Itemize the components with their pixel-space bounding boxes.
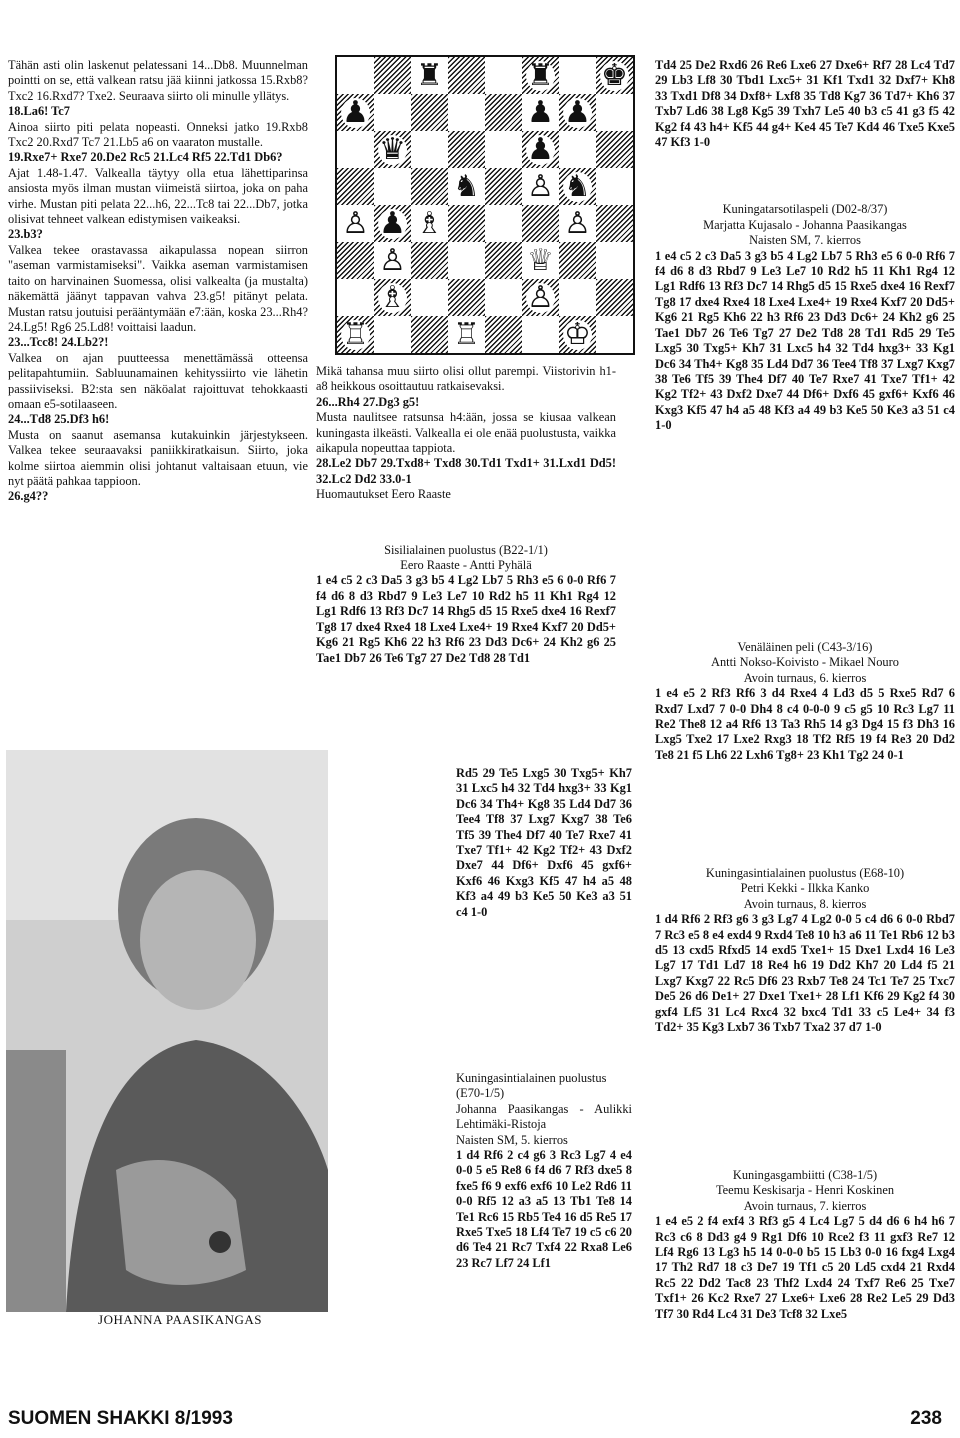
- chess-piece-icon: ♙: [527, 279, 554, 315]
- board-square: [374, 131, 411, 168]
- chess-piece-icon: ♟: [564, 94, 591, 130]
- board-square: [337, 316, 374, 353]
- game-players: Johanna Paasikangas - Aulikki Lehtimäki-Ristoja: [456, 1101, 632, 1132]
- board-square: [485, 131, 522, 168]
- game-opening: Venäläinen peli (C43-3/16): [737, 640, 873, 654]
- chess-diagram: [335, 55, 635, 355]
- move-line: 18.La6! Tc7: [8, 104, 70, 119]
- game-event: Avoin turnaus, 8. kierros: [743, 896, 867, 911]
- comment-paragraph: Tähän asti olin laskenut pelatessani 14...Db8. Muunnelman pointti on se, että valkean ratsu jää kiinni jatkossa 15.Rxb8? Txc2 16.Rxd7? Txe2. Seuraava siirto oli minulle yllätys.: [8, 58, 308, 103]
- board-square: [485, 279, 522, 316]
- board-square: [485, 94, 522, 131]
- game-event: Naisten SM, 5. kierros: [456, 1132, 568, 1147]
- board-square: [337, 205, 374, 242]
- chess-piece-icon: ♟: [342, 94, 369, 130]
- game-event: Naisten SM, 7. kierros: [749, 233, 861, 248]
- board-square: [448, 316, 485, 353]
- comment-paragraph: Musta on saanut asemansa kutakuinkin järjestykseen. Valkea tekee seuraavaksi paniikkiratkaisun. Siirto, joka kolme siirtoa aiemmin olisi johtanut valtaisaan etuun, vie nyt päätä pahkaa tappioon.: [8, 427, 308, 488]
- board-square: [411, 168, 448, 205]
- game-moves: 1 e4 e5 2 f4 exf4 3 Rf3 g5 4 Lc4 Lg7 5 d4 d6 6 h4 h6 7 Rc3 c6 8 Dd3 g4 9 Rg1 Df6 10 Rce2 f3 11 gxf3 Re7 12 Lf4 Rg6 13 Lg3 h5 14 0-0-0 b5 15 Lb3 0-0 16 fxg4 Lxg4 17 Th2 Rd7 18 c3 De7 19 Tf1 c5 20 Ld5 cxd4 21 Rxd4 Rc5 22 Dd2 Tac8 23 Thf2 Lxd4 24 Txf7 Re6 25 Txe7 Txf1+ 26 Kc2 Rxe7 27 Lxe6+ Lxe6 28 Re2 Le5 29 Dd3 Tf7 30 Rd4 Lc4 31 De3 Tcf8 32 Lxe5: [655, 1214, 955, 1321]
- board-square: [411, 279, 448, 316]
- board-square: [559, 279, 596, 316]
- comment-paragraph: Ajat 1.48-1.47. Valkealla täytyy olla etua lähettiparinsa ansiosta myös ilman mustan viimeistä siirtoa, joka on paha virhe. Mustan piti pelata 22...h6, 22...Tc8 tai 22...Db7, jotka olisivat tehneet valkean edistymisen vaikeaksi.: [8, 165, 308, 227]
- page-number: 238: [910, 1408, 942, 1429]
- game-players: Marjatta Kujasalo - Johanna Paasikangas: [703, 217, 907, 232]
- board-square: [559, 316, 596, 353]
- comment-paragraph: Valkea on ajan puutteessa menettämässä otteensa pelitapahtumiin. Sabluunamainen kehityssiirto vie lähetin passiiviseksi. B2:sta sen näköalat rajoittuvat tehokkaasti omaan e5-sotilaaseen.: [8, 350, 308, 411]
- chess-piece-icon: ♞: [453, 168, 480, 204]
- chess-piece-icon: ♗: [416, 205, 443, 241]
- chess-piece-icon: ♟: [527, 94, 554, 130]
- game-moves: 1 d4 Rf6 2 Rf3 g6 3 g3 Lg7 4 Lg2 0-0 5 c4 d6 6 0-0 Rbd7 7 Rc3 e5 8 e4 exd4 9 Rxd4 Te8 10 h3 a6 11 Te1 Rb6 12 b3 d5 13 cxd5 Rfxd5 14 exd5 Txe1+ 15 Dxe1 Lxd4 16 Le3 Lg7 17 Td1 Ld7 18 Re4 h6 19 Dd2 Kh7 20 Ld4 f5 21 Lxg7 Kxg7 22 Rc5 Df6 23 Rxb7 Te8 24 Tc1 Te7 25 Txc7 De5 26 d6 De1+ 27 Dxe1 Txe1+ 28 Lf1 Kf6 29 Kg2 f4 30 gxf4 Lf5 31 Lc4 Rxc4 32 bxc4 Td1 33 c5 Le4+ 34 f3 Td2+ 35 Kg3 Lxb7 36 Txb7 Txa2 37 d7 1-0: [655, 912, 955, 1035]
- chess-piece-icon: ♟: [527, 131, 554, 167]
- chess-piece-icon: ♗: [379, 279, 406, 315]
- comment-paragraph: Musta naulitsee ratsunsa h4:ään, jossa se kiusaa valkean kuningasta ilkeästi. Valkealla ei ole enää puolustusta, vaikka aikapula nopeuttaa tappiota.: [316, 410, 616, 456]
- board-square: [448, 168, 485, 205]
- board-square: [522, 131, 559, 168]
- board-square: [485, 57, 522, 94]
- chess-piece-icon: ♙: [379, 242, 406, 278]
- board-square: [448, 279, 485, 316]
- board-square: [596, 242, 633, 279]
- board-square: [596, 131, 633, 168]
- game-moves-continued: Td4 25 De2 Rxd6 26 Re6 Lxe6 27 Dxe6+ Rf7 28 Lc4 Td7 29 Lb3 Lf8 30 Tbd1 Lxc5+ 31 Kf1 Txd1 32 Dxf7+ Kh8 33 Txd1 Df8 34 Dxf8+ Lxf8 35 Td8 Kg7 36 Td7+ Kh6 37 Txb7 Ld6 38 Lg8 Kg5 39 Txh7 Le5 40 b3 c5 41 g3 f5 42 Kg2 f4 43 h4+ Kf5 44 g4+ Ke4 45 Te7 Kd4 46 Txe5 Kxe5 47 Kf3 1-0: [655, 58, 955, 150]
- board-square: [448, 205, 485, 242]
- annotator-credit: Huomautukset Eero Raaste: [316, 487, 451, 502]
- board-square: [374, 205, 411, 242]
- board-square: [411, 57, 448, 94]
- board-square: [522, 94, 559, 131]
- board-square: [485, 242, 522, 279]
- board-square: [522, 242, 559, 279]
- board-square: [448, 242, 485, 279]
- game-opening: Kuningasintialainen puolustus (E70-1/5): [456, 1071, 607, 1101]
- game-block-c38: [655, 1168, 955, 1322]
- board-square: [522, 57, 559, 94]
- board-square: [485, 316, 522, 353]
- magazine-title: SUOMEN SHAKKI 8/1993: [8, 1408, 233, 1429]
- board-square: [411, 205, 448, 242]
- board-square: [374, 242, 411, 279]
- board-square: [596, 57, 633, 94]
- comment-paragraph: Ainoa siirto piti pelata nopeasti. Onneksi jatko 19.Rxb8 Txc2 20.Rxd7 Tc7 21.Lb5 a6 on vaaraton mustalle.: [8, 119, 308, 150]
- board-square: [485, 168, 522, 205]
- game-moves: 1 e4 c5 2 c3 Da5 3 g3 b5 4 Lg2 Lb7 5 Rh3 e5 6 0-0 Rf6 7 f4 d6 8 d3 Rbd7 9 Le3 Le7 10 Rd2 h5 11 Kh1 Rg4 12 Lg1 Rdf6 13 Rf3 Dc7 14 Rhg5 d5 15 Rxe5 dxe4 16 Rexf7 Tg8 17 dxe4 Rxe4 18 Lxe4 Lxe4+ 19 Rxe4 Kxf7 20 Dd5+ Kg6 21 Rg5 Kh6 22 h3 Rf6 23 Dd3 Dc6+ 24 Kh2 g6 25 Tae1 Db7 26 Te6 Tg7 27 De2 Td8 28 Td1: [316, 573, 616, 665]
- column-right: [655, 58, 955, 434]
- game-opening: Sisilialainen puolustus (B22-1/1): [384, 542, 548, 557]
- game-players: Eero Raaste - Antti Pyhälä: [400, 558, 532, 573]
- chess-piece-icon: ♜: [527, 57, 554, 93]
- board-square: [337, 279, 374, 316]
- chess-piece-icon: ♟: [379, 205, 406, 241]
- chess-piece-icon: ♞: [564, 168, 591, 204]
- player-photo: [6, 750, 328, 1312]
- comment-paragraph: Valkea tekee orastavassa aikapulassa nopean siirron "aseman varmistamiseksi". Vaikka aseman varmistamisen taito on harvinainen Suomessa, olisi valkealta (ja mustalta) näkemättä jäänyt tappavan vahva 23.g5! pitänyt pelata. Mustan ratsu joutuisi perääntymään e7:ään, koska 23...Rh4? 24.Lg5! Rg6 25.Ld8! voittaisi laadun.: [8, 242, 308, 334]
- board-square: [411, 94, 448, 131]
- board-square: [596, 316, 633, 353]
- game-opening: Kuningasgambiitti (C38-1/5): [732, 1168, 878, 1182]
- photo-illustration: [6, 750, 328, 1312]
- game-players: Petri Kekki - Ilkka Kanko: [740, 881, 870, 896]
- board-square: [596, 168, 633, 205]
- board-square: [337, 242, 374, 279]
- board-square: [522, 316, 559, 353]
- board-square: [374, 279, 411, 316]
- chess-piece-icon: ♙: [527, 168, 554, 204]
- board-square: [374, 57, 411, 94]
- chess-piece-icon: ♙: [564, 205, 591, 241]
- photo-caption: JOHANNA PAASIKANGAS: [98, 1312, 262, 1327]
- chess-piece-icon: ♕: [527, 242, 554, 278]
- game-block-e68: [655, 866, 955, 1035]
- board-square: [411, 242, 448, 279]
- board-square: [374, 316, 411, 353]
- board-square: [522, 279, 559, 316]
- move-line: 28.Le2 Db7 29.Txd8+ Txd8 30.Td1 Txd1+ 31.Lxd1 Dd5! 32.Lc2 Dd2 33.0-1: [316, 456, 616, 486]
- game-moves: 1 d4 Rf6 2 c4 g6 3 Rc3 Lg7 4 e4 0-0 5 e5 Re8 6 f4 d6 7 Rf3 dxe5 8 fxe5 f6 9 exf6 exf6 10 Le2 Rd6 11 0-0 Rf5 12 a3 a5 13 Tb1 Te8 14 Te1 Rc6 15 Rb5 Te4 16 d5 Re5 17 Rxe5 Txe5 18 Lf4 Te7 19 c5 c6 20 d6 Te4 21 Rc7 Txf4 22 Rxa8 Le6 23 Rc7 Lf7 24 Lf1: [456, 1148, 632, 1270]
- move-line: 26...Rh4 27.Dg3 g5!: [316, 394, 420, 409]
- board-square: [337, 131, 374, 168]
- board-square: [374, 94, 411, 131]
- chess-piece-icon: ♔: [564, 316, 591, 352]
- board-square: [559, 168, 596, 205]
- column-middle-text: [316, 364, 616, 666]
- chess-piece-icon: ♜: [416, 57, 443, 93]
- board-square: [485, 205, 522, 242]
- board-square: [522, 168, 559, 205]
- move-line: 23.b3?: [8, 227, 43, 242]
- chess-piece-icon: ♚: [601, 57, 628, 93]
- game-event: Avoin turnaus, 6. kierros: [743, 670, 867, 685]
- board-square: [559, 205, 596, 242]
- game-players: Teemu Keskisarja - Henri Koskinen: [715, 1183, 895, 1198]
- chess-piece-icon: ♖: [342, 316, 369, 352]
- game-moves: 1 e4 c5 2 c3 Da5 3 g3 b5 4 Lg2 Lb7 5 Rh3 e5 6 0-0 Rf6 7 f4 d6 8 d3 Rbd7 9 Le3 Le7 10 Rd2 h5 11 Kh1 Rg4 12 Lg1 Rdf6 13 Rf3 Dc7 14 Rhg5 d5 15 Rxe5 dxe4 16 Rexf7 Tg8 17 dxe4 Rxe4 18 Lxe4 Lxe4+ 19 Rxe4 Kxf7 20 Dd5+ Kg6 21 Rg5 Kh6 22 h3 Rf6 23 Dd3 Dc6+ 24 Kh2 g6 25 Tae1 Db7 26 Te6 Tg7 27 De2 Td8 28 Td1 Rd5 29 Te5 Lxg5 30 Txg5+ Kh7 31 Lxc5 h4 32 Td4 hxg3+ 33 Kg1 Dc6 34 Th4+ Kg8 35 Ld4 Dd7 36 Tee4 Tf8 37 Lxg7 Kxg7 38 Te6 Tf5 39 The4 Df7 40 Te7 Rxe7 41 Txe7 Tf1+ 42 Kg2 Tf2+ 43 Dxf2 Dxe7 44 Df6+ Dxf6 45 gxf6+ Kxf6 46 Kxg3 Kf5 47 h4 a5 48 Kf3 a4 49 b3 Ke5 50 Ke3 a3 51 c4 1-0: [655, 248, 955, 433]
- game-event: Avoin turnaus, 7. kierros: [743, 1198, 867, 1213]
- board-square: [596, 205, 633, 242]
- game-block-e70: [456, 1071, 632, 1271]
- game-block-c43: [655, 640, 955, 763]
- board-square: [559, 94, 596, 131]
- board-square: [448, 131, 485, 168]
- column-left: [8, 58, 308, 505]
- board-square: [411, 131, 448, 168]
- move-line: 26.g4??: [8, 489, 49, 504]
- board-square: [337, 94, 374, 131]
- board-square: [559, 57, 596, 94]
- chess-piece-icon: ♙: [342, 205, 369, 241]
- board-square: [337, 57, 374, 94]
- board-square: [448, 94, 485, 131]
- game-players: Antti Nokso-Koivisto - Mikael Nouro: [711, 655, 899, 670]
- board-square: [374, 168, 411, 205]
- board-square: [596, 279, 633, 316]
- chess-piece-icon: ♛: [379, 131, 406, 167]
- move-line: 24...Td8 25.Df3 h6!: [8, 412, 110, 427]
- chess-piece-icon: ♖: [453, 316, 480, 352]
- board-square: [559, 242, 596, 279]
- game-opening: Kuningatarsotilaspeli (D02-8/37): [722, 202, 888, 217]
- board-square: [559, 131, 596, 168]
- board-square: [448, 57, 485, 94]
- board-square: [411, 316, 448, 353]
- game-moves: 1 e4 e5 2 Rf3 Rf6 3 d4 Rxe4 4 Ld3 d5 5 Rxe5 Rd7 6 Rxd7 Lxd7 7 0-0 Dh4 8 c4 0-0-0 9 c5 g5 10 Rc3 Lg7 11 Re2 The8 12 a4 Rf6 13 Ta3 Rh5 14 g3 Dg4 15 f3 Dh3 16 Lxg5 Txe2 17 Lxe2 Rxg3 18 Tf2 Rf5 19 f4 Re3 20 Dd2 Te8 21 f5 Lh6 22 Lxh6 Tg8+ 23 Kh1 Tg2 24 0-1: [655, 686, 955, 762]
- board-square: [596, 94, 633, 131]
- comment-paragraph: Mikä tahansa muu siirto olisi ollut parempi. Viistorivin h1-a8 heikkous osoittautuu ratkaisevaksi.: [316, 364, 616, 394]
- move-line: 23...Tcc8! 24.Lb2?!: [8, 335, 109, 350]
- move-line: 19.Rxe7+ Rxe7 20.De2 Rc5 21.Lc4 Rf5 22.Td1 Db6?: [8, 150, 283, 165]
- game-moves-continued: Rd5 29 Te5 Lxg5 30 Txg5+ Kh7 31 Lxc5 h4 32 Td4 hxg3+ 33 Kg1 Dc6 34 Th4+ Kg8 35 Ld4 Dd7 36 Tee4 Tf8 37 Lxg7 Kxg7 38 Te6 Tf5 39 The4 Df7 40 Te7 Rxe7 41 Txe7 Tf1+ 42 Kg2 Tf2+ 43 Dxf2 Dxe7 44 Df6+ Dxf6 45 gxf6+ Kxf6 46 Kxg3 Kf5 47 h4 a5 48 Kf3 a4 49 b3 Ke5 50 Ke3 a3 51 c4 1-0: [456, 766, 632, 919]
- board-square: [522, 205, 559, 242]
- board-square: [337, 168, 374, 205]
- game-opening: Kuningasintialainen puolustus (E68-10): [705, 866, 905, 880]
